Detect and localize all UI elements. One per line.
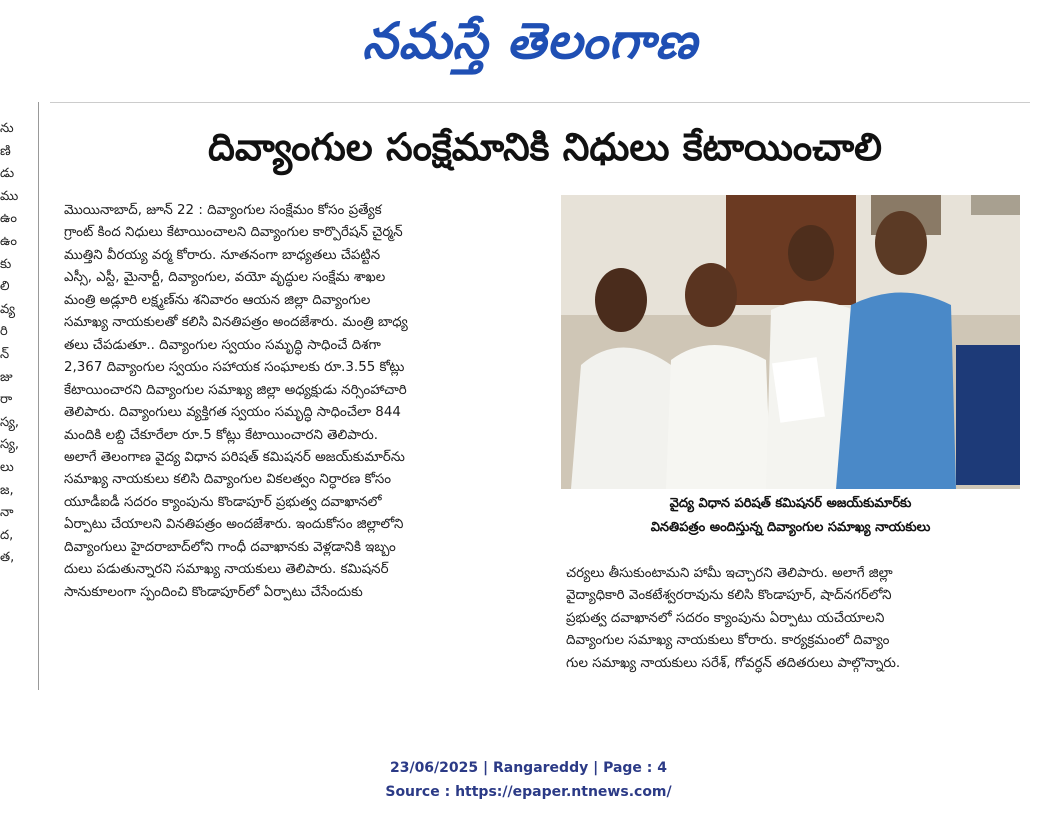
body-line: మందికి లబ్ది చేకూరేలా రూ.5 కోట్లు కేటాయించారని తెలిపారు. [64,427,378,443]
body-line: దివ్యాంగుల సమాఖ్య నాయకులు కోరారు. కార్యక్రమంలో దివ్యాం [566,633,890,649]
body-line: ఏర్పాటు చేయాలని వినతిపత్రం అందజేశారు. ఇందుకోసం జిల్లాలోని [64,517,404,533]
fragment-text: ఉం [0,211,17,227]
fragment-text: జు [0,369,13,385]
fragment-text: జ, [0,482,14,498]
body-line: ప్రభుత్వ దవాఖానలో సదరం క్యాంపును ఏర్పాటు యచేయాలని [566,610,885,626]
article-photo [561,195,1020,489]
edition-line: 23/06/2025 | Rangareddy | Page : 4 [389,760,668,776]
caption-line: వినతిపత్రం అందిస్తున్న దివ్యాంగుల సమాఖ్య నాయకులు [650,520,931,535]
fragment-text: ఉం [0,233,17,249]
article-body-left [64,200,550,720]
photo-caption [561,492,1020,552]
top-divider [50,102,1030,103]
fragment-text: వ్య [0,301,16,317]
column-divider [38,102,39,690]
body-line: సమాఖ్య నాయకులతో కలిసి వినతిపత్రం అందజేశారు. మంత్రి బాధ్య [64,315,408,331]
body-line: సమాఖ్య నాయకులు కలిసి దివ్యాంగుల వికలత్వం నిర్ధారణ కోసం [64,472,392,488]
body-line: చర్యలు తీసుకుంటామని హామీ ఇచ్చారని తెలిపారు. అలాగే జిల్లా [566,566,893,581]
body-line: గుల సమాఖ్య నాయకులు సరేశ్, గోవర్ధన్ తదితరులు పాల్గొన్నారు. [566,655,901,671]
body-line: తెలిపారు. దివ్యాంగులు వ్యక్తిగత స్వయం సమృద్ధి సాధించేలా 844 [64,405,401,421]
fragment-text: ద, [0,527,14,543]
news-photo-illustration [561,195,1020,489]
fragment-text: ను [0,121,14,136]
fragment-text: స్య, [0,437,20,453]
fragment-text: స్య, [0,414,20,430]
fragment-text: రి [0,324,8,340]
body-line: మొయినాబాద్, జూన్ 22 : దివ్యాంగుల సంక్షేమం కోసం ప్రత్యేక [64,203,382,218]
article-body-right [566,563,1026,703]
fragment-text: ణి [0,143,11,159]
body-line: దులు పడుతున్నారని సమాఖ్య నాయకులు తెలిపారు. కమిషనర్ [64,562,389,578]
source-line: Source : https://epaper.ntnews.com/ [385,784,672,800]
adjacent-column-fragment [0,118,20,698]
article-headline: దివ్యాంగుల సంక్షేమానికి నిధులు కేటాయించాలి [208,125,882,169]
body-line: వైద్యాధికారి వెంకటేశ్వరరావును కలిసి కొండాపూర్, షాద్‌నగర్‌లోని [566,588,892,604]
body-line: ముత్తిని వీరయ్య వర్మ కోరారు. నూతనంగా బాధ్యతలు చేపట్టిన [64,247,381,263]
body-line: ఎస్సీ, ఎస్టీ, మైనార్టీ, దివ్యాంగుల, వయో వృద్ధుల సంక్షేమ శాఖల [64,270,386,286]
fragment-text: న్ [0,346,10,362]
body-line: మంత్రి అడ్లూరి లక్ష్మణ్‌ను శనివారం ఆయన జిల్లా దివ్యాంగుల [64,292,371,308]
body-line: 2,367 దివ్యాంగుల స్వయం సహాయక సంఘాలకు రూ.3.55 కోట్లు [64,360,405,376]
body-line: కేటాయించారని దివ్యాంగుల సమాఖ్య జిల్లా అధ్యక్షుడు నర్సింహాచారి [64,382,407,398]
fragment-text: డు [0,166,15,182]
body-line: తలు చేపడుతూ.. దివ్యాంగుల స్వయం సమృద్ధి సాధించే దిశగా [64,337,381,353]
fragment-text: లు [0,459,14,475]
body-line: గ్రాంట్ కింద నిధులు కేటాయించాలని దివ్యాంగుల కార్పొరేషన్ చైర్మన్ [64,225,403,241]
caption-line: వైద్య విధాన పరిషత్ కమిషనర్ అజయ్‌కుమార్‌కు [669,496,912,511]
fragment-text: రా [0,392,13,408]
fragment-text: కు [0,256,12,272]
fragment-text: త, [0,550,15,566]
body-line: సానుకూలంగా స్పందించి కొండాపూర్‌లో ఏర్పాటు చేసేందుకు [64,584,363,600]
body-line: యూడీఐడీ సదరం క్యాంపును కొండాపూర్ ప్రభుత్వ దవాఖానలో [64,494,382,510]
fragment-text: ము [0,188,19,204]
masthead-title: నమస్తే తెలంగాణ [362,11,698,70]
fragment-text: నా [0,505,14,521]
body-line: అలాగే తెలంగాణ వైద్య విధాన పరిషత్ కమిషనర్ అజయ్‌కుమార్‌ను [64,449,405,465]
fragment-text: లి [0,279,10,295]
body-line: దివ్యాంగులు హైదరాబాద్‌లోని గాంధీ దవాఖానకు వెళ్లడానికి ఇబ్బం [64,539,396,555]
